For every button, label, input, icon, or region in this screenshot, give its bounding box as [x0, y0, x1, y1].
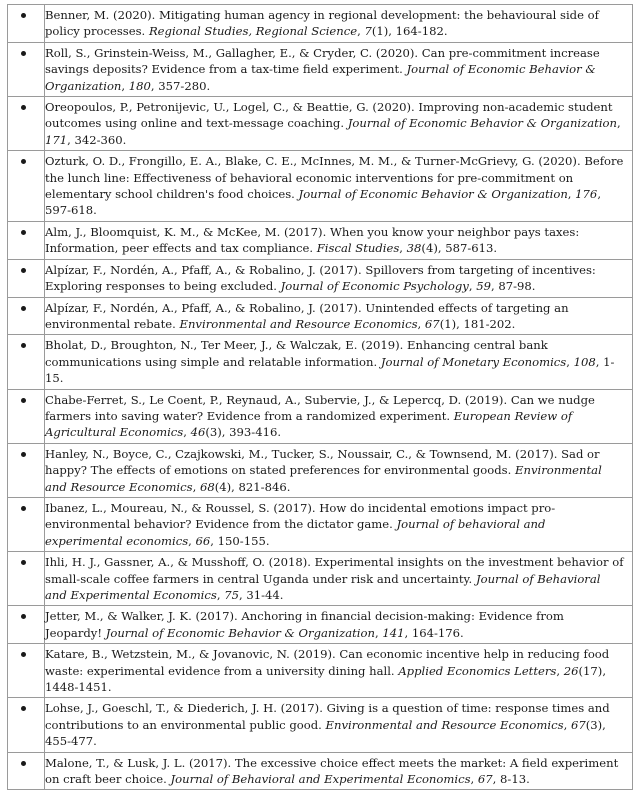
- reference-volume: 68: [199, 479, 215, 494]
- reference-list: [8, 5, 633, 790]
- bullet-icon: [21, 452, 26, 457]
- reference-title: Unintended effects of targeting an environmental rebate.: [45, 300, 569, 331]
- reference-pages: , 8-13.: [492, 772, 530, 787]
- reference-separator: ,: [556, 663, 564, 678]
- reference-issue: (3): [205, 425, 222, 440]
- reference-pages: , 181-202.: [456, 316, 516, 331]
- reference-authors: Roll, S., Grinstein-Weiss, M., Gallagher, E., & Cryder, C. (2020).: [45, 45, 422, 60]
- reference-cell: [45, 97, 633, 151]
- reference-text: [45, 99, 624, 148]
- reference-separator: ,: [374, 625, 383, 640]
- reference-row: [8, 552, 633, 606]
- reference-authors: Alpízar, F., Nordén, A., Pfaff, A., & Robalino, J. (2017).: [45, 262, 366, 277]
- reference-source: Applied Economics Letters: [398, 663, 557, 678]
- reference-separator: ,: [468, 279, 477, 294]
- bullet-icon: [21, 268, 26, 273]
- reference-authors: Alm, J., Bloomquist, K. M., & McKee, M. (2017).: [45, 224, 330, 239]
- reference-text: [45, 224, 624, 257]
- bullet-icon: [21, 343, 26, 348]
- reference-text: [45, 608, 624, 641]
- reference-pages: , 821-846.: [231, 479, 291, 494]
- reference-authors: Lohse, J., Goeschl, T., & Diederich, J. H. (2017).: [45, 701, 327, 716]
- reference-source: Fiscal Studies: [316, 241, 400, 256]
- reference-pages: , 597-618.: [45, 187, 601, 218]
- reference-pages: , 455-477.: [45, 717, 606, 749]
- reference-cell: [45, 221, 633, 259]
- reference-cell: [45, 752, 633, 790]
- reference-pages: , 587-613.: [437, 241, 498, 256]
- bullet-cell: [8, 644, 45, 698]
- reference-row: [8, 151, 633, 222]
- reference-volume: 66: [195, 533, 211, 548]
- reference-text: [45, 446, 624, 495]
- reference-separator: ,: [470, 772, 478, 787]
- reference-volume: 7: [364, 24, 372, 39]
- reference-title: Mitigating human agency in regional development: the behavioural side of policy processes.: [45, 8, 599, 39]
- reference-pages: , 164-182.: [388, 24, 448, 39]
- bullet-cell: [8, 42, 45, 96]
- bullet-cell: [8, 221, 45, 259]
- bullet-icon: [21, 560, 26, 565]
- reference-row: [8, 221, 633, 259]
- reference-row: [8, 297, 633, 335]
- reference-authors: Ibanez, L., Moureau, N., & Roussel, S. (2017).: [45, 500, 320, 515]
- reference-row: [8, 259, 633, 297]
- reference-title: Improving non-academic student outcomes using online and text-message coaching.: [45, 100, 613, 131]
- reference-source: Environmental and Resource Economics: [45, 463, 602, 494]
- reference-pages: , 1-15.: [45, 354, 615, 386]
- reference-cell: [45, 335, 633, 389]
- reference-text: [45, 500, 624, 549]
- bullet-cell: [8, 389, 45, 443]
- reference-source: Environmental and Resource Economics: [179, 316, 418, 331]
- reference-pages: , 164-176.: [404, 625, 464, 640]
- bullet-icon: [21, 230, 26, 235]
- reference-authors: Malone, T., & Lusk, J. L. (2017).: [45, 755, 235, 770]
- bullet-cell: [8, 259, 45, 297]
- reference-row: [8, 497, 633, 551]
- reference-cell: [45, 552, 633, 606]
- reference-volume: 180: [128, 78, 151, 93]
- reference-cell: [45, 644, 633, 698]
- reference-separator: ,: [417, 316, 425, 331]
- bullet-icon: [21, 306, 26, 311]
- reference-text: [45, 300, 624, 333]
- reference-issue: (4): [421, 241, 438, 256]
- reference-title: Experimental insights on the investment behavior of small-scale coffee farmers in central Uganda under risk and uncertainty.: [45, 555, 624, 586]
- reference-text: [45, 392, 624, 441]
- reference-source: Journal of Economic Behavior & Organization: [45, 62, 596, 93]
- bullet-cell: [8, 606, 45, 644]
- reference-authors: Oreopoulos, P., Petronijevic, U., Logel, C., & Beattie, G. (2020).: [45, 100, 419, 115]
- reference-issue: (1): [439, 316, 457, 331]
- reference-title: Sad or happy? The effects of emotions on stated preferences for environmental goods.: [45, 446, 600, 478]
- reference-volume: 67: [477, 772, 493, 787]
- bullet-cell: [8, 497, 45, 551]
- reference-separator: ,: [566, 354, 574, 369]
- reference-separator: ,: [192, 479, 200, 494]
- reference-cell: [45, 497, 633, 551]
- reference-title: When you know your neighbor pays taxes: Information, peer effects and tax compliance.: [45, 224, 580, 256]
- reference-row: [8, 698, 633, 752]
- reference-text: [45, 45, 624, 94]
- reference-pages: , 1448-1451.: [45, 663, 606, 695]
- reference-text: [45, 646, 624, 695]
- reference-authors: Jetter, M., & Walker, J. K. (2017).: [45, 609, 242, 624]
- reference-volume: 67: [424, 316, 440, 331]
- reference-cell: [45, 606, 633, 644]
- reference-source: Journal of Behavioral and Experimental Economics: [45, 571, 601, 602]
- reference-cell: [45, 151, 633, 222]
- reference-source: Journal of Economic Behavior & Organization: [347, 116, 617, 131]
- reference-authors: Benner, M. (2020).: [45, 8, 159, 22]
- bullet-icon: [21, 159, 26, 164]
- reference-volume: 46: [190, 425, 206, 440]
- bullet-icon: [21, 761, 26, 766]
- reference-source: Journal of Economic Psychology: [280, 279, 469, 294]
- bullet-cell: [8, 752, 45, 790]
- reference-separator: ,: [188, 533, 196, 548]
- bullet-cell: [8, 443, 45, 497]
- bullet-icon: [21, 614, 26, 619]
- reference-source: Regional Studies, Regional Science: [148, 24, 358, 39]
- reference-row: [8, 443, 633, 497]
- reference-volume: 108: [573, 354, 596, 369]
- bullet-cell: [8, 335, 45, 389]
- reference-row: [8, 335, 633, 389]
- reference-source: Journal of behavioral and experimental economics: [45, 517, 546, 548]
- reference-cell: [45, 259, 633, 297]
- reference-table: [7, 4, 633, 790]
- reference-volume: 171: [45, 132, 68, 147]
- reference-source: Journal of Economic Behavior & Organization: [298, 187, 568, 202]
- reference-text: [45, 262, 624, 295]
- bullet-cell: [8, 97, 45, 151]
- reference-cell: [45, 5, 633, 43]
- bullet-icon: [21, 13, 26, 18]
- reference-volume: 59: [476, 279, 491, 294]
- reference-volume: 67: [570, 717, 586, 732]
- reference-authors: Alpízar, F., Nordén, A., Pfaff, A., & Robalino, J. (2017).: [45, 300, 366, 315]
- reference-authors: Katare, B., Wetzstein, M., & Jovanovic, N. (2019).: [45, 647, 340, 662]
- reference-authors: Hanley, N., Boyce, C., Czajkowski, M., Tucker, S., Noussair, C., & Townsend, M. (2017).: [45, 446, 562, 461]
- reference-text: [45, 7, 624, 40]
- reference-separator: ,: [183, 425, 191, 440]
- reference-title: Can economic incentive help in reducing food waste: experimental evidence from a university dining hall.: [45, 647, 610, 678]
- reference-pages: , 31-44.: [238, 588, 284, 602]
- reference-row: [8, 42, 633, 96]
- reference-source: Journal of Monetary Economics: [380, 354, 567, 369]
- reference-pages: , 357-280.: [150, 78, 211, 93]
- reference-cell: [45, 389, 633, 443]
- reference-title: The excessive choice effect meets the market: A field experiment on craft beer choice.: [45, 755, 619, 787]
- reference-pages: , 87-98.: [491, 279, 536, 294]
- reference-issue: (17): [578, 663, 603, 678]
- reference-pages: , 342-360.: [67, 132, 127, 147]
- reference-volume: 75: [224, 588, 239, 602]
- reference-title: Enhancing central bank communications using simple and relatable information.: [45, 338, 548, 369]
- reference-source: Journal of Economic Behavior & Organization: [105, 625, 375, 640]
- reference-text: [45, 554, 624, 603]
- reference-row: [8, 752, 633, 790]
- bullet-icon: [21, 51, 26, 56]
- reference-issue: (1): [371, 24, 389, 39]
- reference-volume: 176: [575, 187, 598, 202]
- reference-pages: , 150-155.: [210, 533, 270, 548]
- bullet-icon: [21, 506, 26, 511]
- reference-text: [45, 153, 624, 219]
- reference-source: European Review of Agricultural Economics: [45, 408, 573, 440]
- reference-separator: ,: [616, 116, 621, 131]
- bullet-cell: [8, 698, 45, 752]
- reference-separator: ,: [563, 717, 571, 732]
- reference-separator: ,: [357, 24, 365, 39]
- bullet-icon: [21, 652, 26, 657]
- reference-title: Can pre-commitment increase savings deposits? Evidence from a tax-time field experiment.: [45, 45, 600, 77]
- reference-title: Giving is a question of time: response times and contributions to an environmental public good.: [45, 701, 610, 732]
- reference-row: [8, 5, 633, 43]
- reference-authors: Bholat, D., Broughton, N., Ter Meer, J., & Walczak, E. (2019).: [45, 338, 408, 353]
- reference-title: Spillovers from targeting of incentives: Exploring responses to being excluded.: [45, 262, 596, 294]
- reference-title: Can we nudge farmers into saving water? Evidence from a randomized experiment.: [45, 392, 595, 423]
- reference-authors: Ihli, H. J., Gassner, A., & Musshoff, O. (2018).: [45, 555, 315, 570]
- reference-source: Journal of Behavioral and Experimental Economics: [170, 772, 471, 787]
- reference-separator: ,: [399, 241, 407, 256]
- reference-title: Before the lunch line: Effectiveness of behavioral economic interventions for pre-commitment on elementary school children's food choices.: [45, 154, 624, 202]
- reference-cell: [45, 42, 633, 96]
- reference-issue: (4): [214, 479, 232, 494]
- bullet-cell: [8, 552, 45, 606]
- reference-pages: , 393-416.: [221, 425, 282, 440]
- reference-cell: [45, 698, 633, 752]
- reference-authors: Chabe-Ferret, S., Le Coent, P., Reynaud, A., Subervie, J., & Lepercq, D. (2019).: [45, 392, 511, 407]
- bullet-cell: [8, 151, 45, 222]
- reference-text: [45, 755, 624, 788]
- reference-cell: [45, 443, 633, 497]
- bullet-icon: [21, 398, 26, 403]
- reference-source: Environmental and Resource Economics: [325, 717, 564, 732]
- reference-authors: Ozturk, O. D., Frongillo, E. A., Blake, C. E., McInnes, M. M., & Turner-McGrievy, G. (2020).: [45, 154, 585, 169]
- reference-text: [45, 700, 624, 749]
- bullet-cell: [8, 297, 45, 335]
- reference-separator: ,: [567, 187, 576, 202]
- reference-separator: ,: [121, 78, 129, 93]
- reference-row: [8, 644, 633, 698]
- reference-issue: (3): [585, 717, 603, 732]
- reference-row: [8, 389, 633, 443]
- bullet-cell: [8, 5, 45, 43]
- reference-volume: 38: [406, 241, 422, 256]
- reference-row: [8, 97, 633, 151]
- bullet-icon: [21, 105, 26, 110]
- reference-separator: ,: [216, 588, 225, 602]
- reference-title: Anchoring in financial decision-making: Evidence from Jeopardy!: [45, 609, 564, 640]
- bullet-icon: [21, 706, 26, 711]
- reference-title: How do incidental emotions impact pro-environmental behavior? Evidence from the dictator game.: [45, 500, 556, 532]
- reference-volume: 141: [382, 625, 405, 640]
- reference-volume: 26: [563, 663, 579, 678]
- reference-cell: [45, 297, 633, 335]
- reference-row: [8, 606, 633, 644]
- reference-text: [45, 337, 624, 386]
